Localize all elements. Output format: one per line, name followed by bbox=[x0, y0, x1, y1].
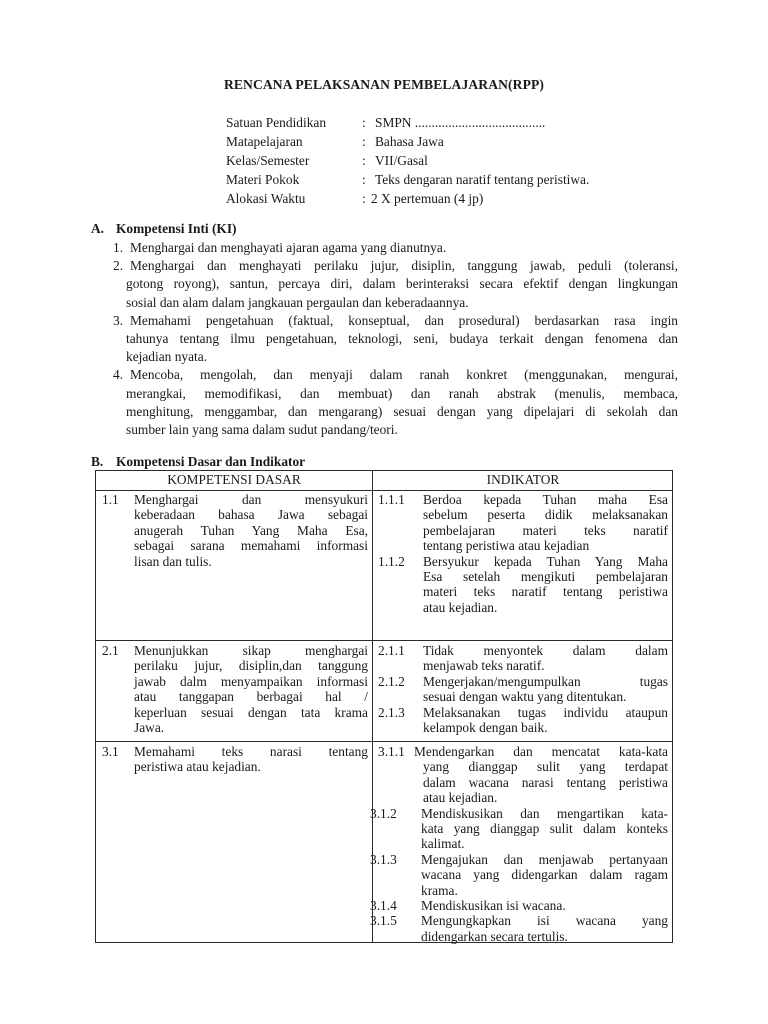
indicator-line: pembelajaran materi teks naratif bbox=[423, 522, 668, 538]
indicator-line: kelampok dengan baik. bbox=[423, 720, 548, 736]
indicator-line: Mengungkapkan isi wacana yang bbox=[421, 913, 668, 929]
kd-number: 3.1 bbox=[102, 744, 119, 759]
indicator-number: 2.1.2 bbox=[378, 673, 405, 689]
indicator-number: 3.1.3 bbox=[370, 851, 397, 867]
kd-text bbox=[134, 643, 368, 735]
indicator-number: 3.1.2 bbox=[370, 805, 397, 821]
kd-number: 2.1 bbox=[102, 643, 119, 658]
indicator-text bbox=[423, 554, 668, 616]
indicator-number: 3.1.5 bbox=[370, 913, 397, 929]
indicator-line: krama. bbox=[421, 882, 458, 898]
header-indikator: INDIKATOR bbox=[486, 472, 560, 487]
kd-line: Memahami teks narasi tentang bbox=[134, 744, 368, 759]
section-title: Kompetensi Inti (KI) bbox=[116, 221, 237, 236]
indicator-line: Tidak menyontek dalam dalam bbox=[423, 643, 668, 658]
meta-colon: : bbox=[362, 134, 366, 149]
meta-value: Teks dengaran naratif tentang peristiwa. bbox=[375, 172, 590, 187]
indicator-line: atau kejadian. bbox=[423, 599, 498, 615]
kd-text bbox=[134, 744, 368, 775]
kd-number: 1.1 bbox=[102, 492, 119, 507]
indicator-line: Bersyukur kepada Tuhan Yang Maha bbox=[423, 553, 668, 569]
ki-line: gotong royong), santun, percaya diri, dalam berinteraksi secara efektif dengan lingkungan bbox=[126, 276, 678, 292]
kd-line: jawab dalm menyampaikan informasi bbox=[134, 673, 368, 689]
indicator-line: kata yang dianggap sulit dalam konteks bbox=[421, 821, 668, 837]
indicator-number: 1.1.1 bbox=[378, 492, 405, 507]
ki-line: merangkai, memodifikasi, dan membuat) dan ranah abstrak (menulis, membaca, bbox=[126, 385, 678, 401]
section-letter: B. bbox=[91, 454, 104, 469]
indicator-text bbox=[421, 852, 668, 898]
ki-item-3 bbox=[113, 312, 678, 367]
kd-line: perilaku jujur, disiplin,dan tanggung bbox=[134, 658, 368, 674]
ki-number: 4. bbox=[113, 367, 124, 383]
ki-line: Menghargai dan menghayati perilaku jujur, disiplin, tanggung jawab, peduli (toleransi, bbox=[130, 258, 678, 274]
indicator-number: 3.1.1 bbox=[378, 744, 405, 759]
indicator-line: sesuai dengan waktu yang ditentukan. bbox=[423, 689, 627, 705]
meta-label: Alokasi Waktu bbox=[226, 191, 306, 206]
indicator-line: Mengajukan dan menjawab pertanyaan bbox=[421, 851, 668, 867]
kd-line: Menghargai dan mensyukuri bbox=[134, 492, 368, 507]
kd-line: peristiwa atau kejadian. bbox=[134, 759, 261, 775]
kd-line: atau tanggapan berbagai hal / bbox=[134, 689, 368, 705]
meta-label: Matapelajaran bbox=[226, 134, 303, 149]
indicator-line: dalam wacana narasi tentang peristiwa bbox=[423, 774, 668, 790]
kd-line: sebagai sarana memahami informasi bbox=[134, 538, 368, 554]
indicator-line: yang dianggap sulit yang terdapat bbox=[423, 759, 668, 775]
indicator-1-1-1 bbox=[378, 492, 668, 554]
meta-colon: : bbox=[362, 172, 366, 187]
kd-line: keperluan sesuai dengan tata krama bbox=[134, 704, 368, 720]
section-b-heading bbox=[91, 453, 305, 471]
meta-colon: : bbox=[362, 153, 366, 168]
indicator-line: kalimat. bbox=[421, 836, 465, 852]
ki-line: sumber lain yang sama dalam sudut pandang/teori. bbox=[126, 422, 398, 438]
section-letter: A. bbox=[91, 221, 105, 236]
indicator-line: Melaksanakan tugas individu ataupun bbox=[423, 704, 668, 720]
indicator-3-1-3 bbox=[370, 851, 668, 898]
indicator-number: 2.1.3 bbox=[378, 704, 405, 720]
ki-line: menghitung, menggambar, dan mengarang) sesuai dengan yang dipelajari di sekolah dan bbox=[126, 403, 678, 419]
ki-item-4 bbox=[113, 366, 678, 439]
indicator-line: didengarkan secara tertulis. bbox=[421, 928, 568, 944]
indicator-cell-2-1 bbox=[378, 643, 668, 735]
ki-line: Mencoba, mengolah, dan menyaji dalam ranah konkret (menggunakan, mengurai, bbox=[130, 367, 678, 383]
indicator-text bbox=[423, 643, 668, 674]
column-divider bbox=[372, 471, 373, 942]
indicator-cell-1-1 bbox=[378, 492, 668, 615]
kd-text bbox=[134, 492, 368, 569]
row-divider bbox=[96, 741, 672, 742]
indicator-line: Esa setelah mengikuti pembelajaran bbox=[423, 569, 668, 585]
indicator-text bbox=[376, 744, 668, 806]
indicator-text bbox=[421, 898, 668, 913]
indicator-3-1-1 bbox=[376, 744, 668, 806]
kd-line: lisan dan tulis. bbox=[134, 553, 212, 569]
ki-line: tahunya tentang ilmu pengetahuan, teknologi, seni, budaya terkait dengan fenomena dan bbox=[126, 331, 678, 347]
ki-item-2 bbox=[113, 257, 678, 312]
kd-line: Menunjukkan sikap menghargai bbox=[134, 643, 368, 658]
indicator-2-1-3 bbox=[378, 705, 668, 736]
meta-label: Satuan Pendidikan bbox=[226, 115, 327, 130]
ki-number: 2. bbox=[113, 258, 124, 274]
kd-indicator-table bbox=[95, 470, 673, 943]
indicator-2-1-1 bbox=[378, 643, 668, 674]
kd-line: keberadaan bahasa Jawa sebagai bbox=[134, 507, 368, 523]
indicator-line: menjawab teks naratif. bbox=[423, 658, 545, 674]
meta-value: SMPN ....................................... bbox=[375, 115, 546, 130]
indicator-1-1-2 bbox=[378, 554, 668, 616]
kd-line: Jawa. bbox=[134, 720, 165, 736]
meta-label: Kelas/Semester bbox=[226, 153, 310, 168]
ki-line: Memahami pengetahuan (faktual, konseptual, dan prosedural) berdasarkan rasa ingin bbox=[130, 312, 678, 328]
indicator-number: 1.1.2 bbox=[378, 553, 405, 569]
meta-value: 2 X pertemuan (4 jp) bbox=[371, 191, 484, 206]
indicator-line: Berdoa kepada Tuhan maha Esa bbox=[423, 492, 668, 507]
indicator-line: Mendiskusikan isi wacana. bbox=[421, 898, 566, 914]
indicator-line: atau kejadian. bbox=[423, 790, 498, 806]
indicator-text bbox=[421, 913, 668, 944]
indicator-text bbox=[423, 705, 668, 736]
document-title: RENCANA PELAKSANAN PEMBELAJARAN(RPP) bbox=[223, 77, 545, 92]
indicator-3-1-2 bbox=[370, 805, 668, 852]
indicator-line: materi teks naratif tentang peristiwa bbox=[423, 584, 668, 600]
indicator-line: Mendengarkan dan mencatat kata-kata bbox=[414, 744, 668, 759]
meta-value: VII/Gasal bbox=[375, 153, 428, 168]
meta-colon: : bbox=[362, 191, 366, 206]
indicator-number: 2.1.1 bbox=[378, 643, 405, 658]
indicator-line: sebelum peserta didik melaksanakan bbox=[423, 507, 668, 523]
indicator-line: Mengerjakan/mengumpulkan tugas bbox=[423, 673, 668, 689]
indicator-text bbox=[421, 806, 668, 852]
meta-value: Bahasa Jawa bbox=[375, 134, 444, 149]
ki-list bbox=[113, 239, 678, 439]
ki-line: sosial dan alam dalam jangkauan pergaulan dan keberadaannya. bbox=[126, 294, 469, 310]
row-divider bbox=[96, 640, 672, 641]
indicator-number: 3.1.4 bbox=[370, 898, 397, 914]
section-a-heading bbox=[91, 220, 237, 238]
indicator-3-1-4 bbox=[370, 898, 668, 914]
ki-number: 3. bbox=[113, 312, 124, 328]
meta-colon: : bbox=[362, 115, 366, 130]
indicator-text bbox=[423, 492, 668, 554]
meta-label: Materi Pokok bbox=[226, 172, 300, 187]
indicator-3-1-5 bbox=[370, 913, 668, 944]
header-kompetensi-dasar: KOMPETENSI DASAR bbox=[167, 472, 301, 487]
ki-item-1 bbox=[113, 239, 678, 257]
ki-line: Menghargai dan menghayati ajaran agama yang dianutnya. bbox=[130, 240, 447, 255]
indicator-line: tentang peristiwa atau kejadian bbox=[423, 538, 590, 554]
indicator-text bbox=[423, 674, 668, 705]
indicator-line: wacana yang didengarkan dalam ragam bbox=[421, 867, 668, 883]
indicator-line: Mendiskusikan dan mengartikan kata- bbox=[421, 805, 668, 821]
section-title: Kompetensi Dasar dan Indikator bbox=[116, 454, 306, 469]
indicator-2-1-2 bbox=[378, 674, 668, 705]
kd-line: anugerah Tuhan Yang Maha Esa, bbox=[134, 522, 368, 538]
indicator-cell-3-1 bbox=[370, 744, 668, 944]
ki-number: 1. bbox=[113, 240, 124, 255]
ki-line: kejadian nyata. bbox=[126, 349, 208, 365]
